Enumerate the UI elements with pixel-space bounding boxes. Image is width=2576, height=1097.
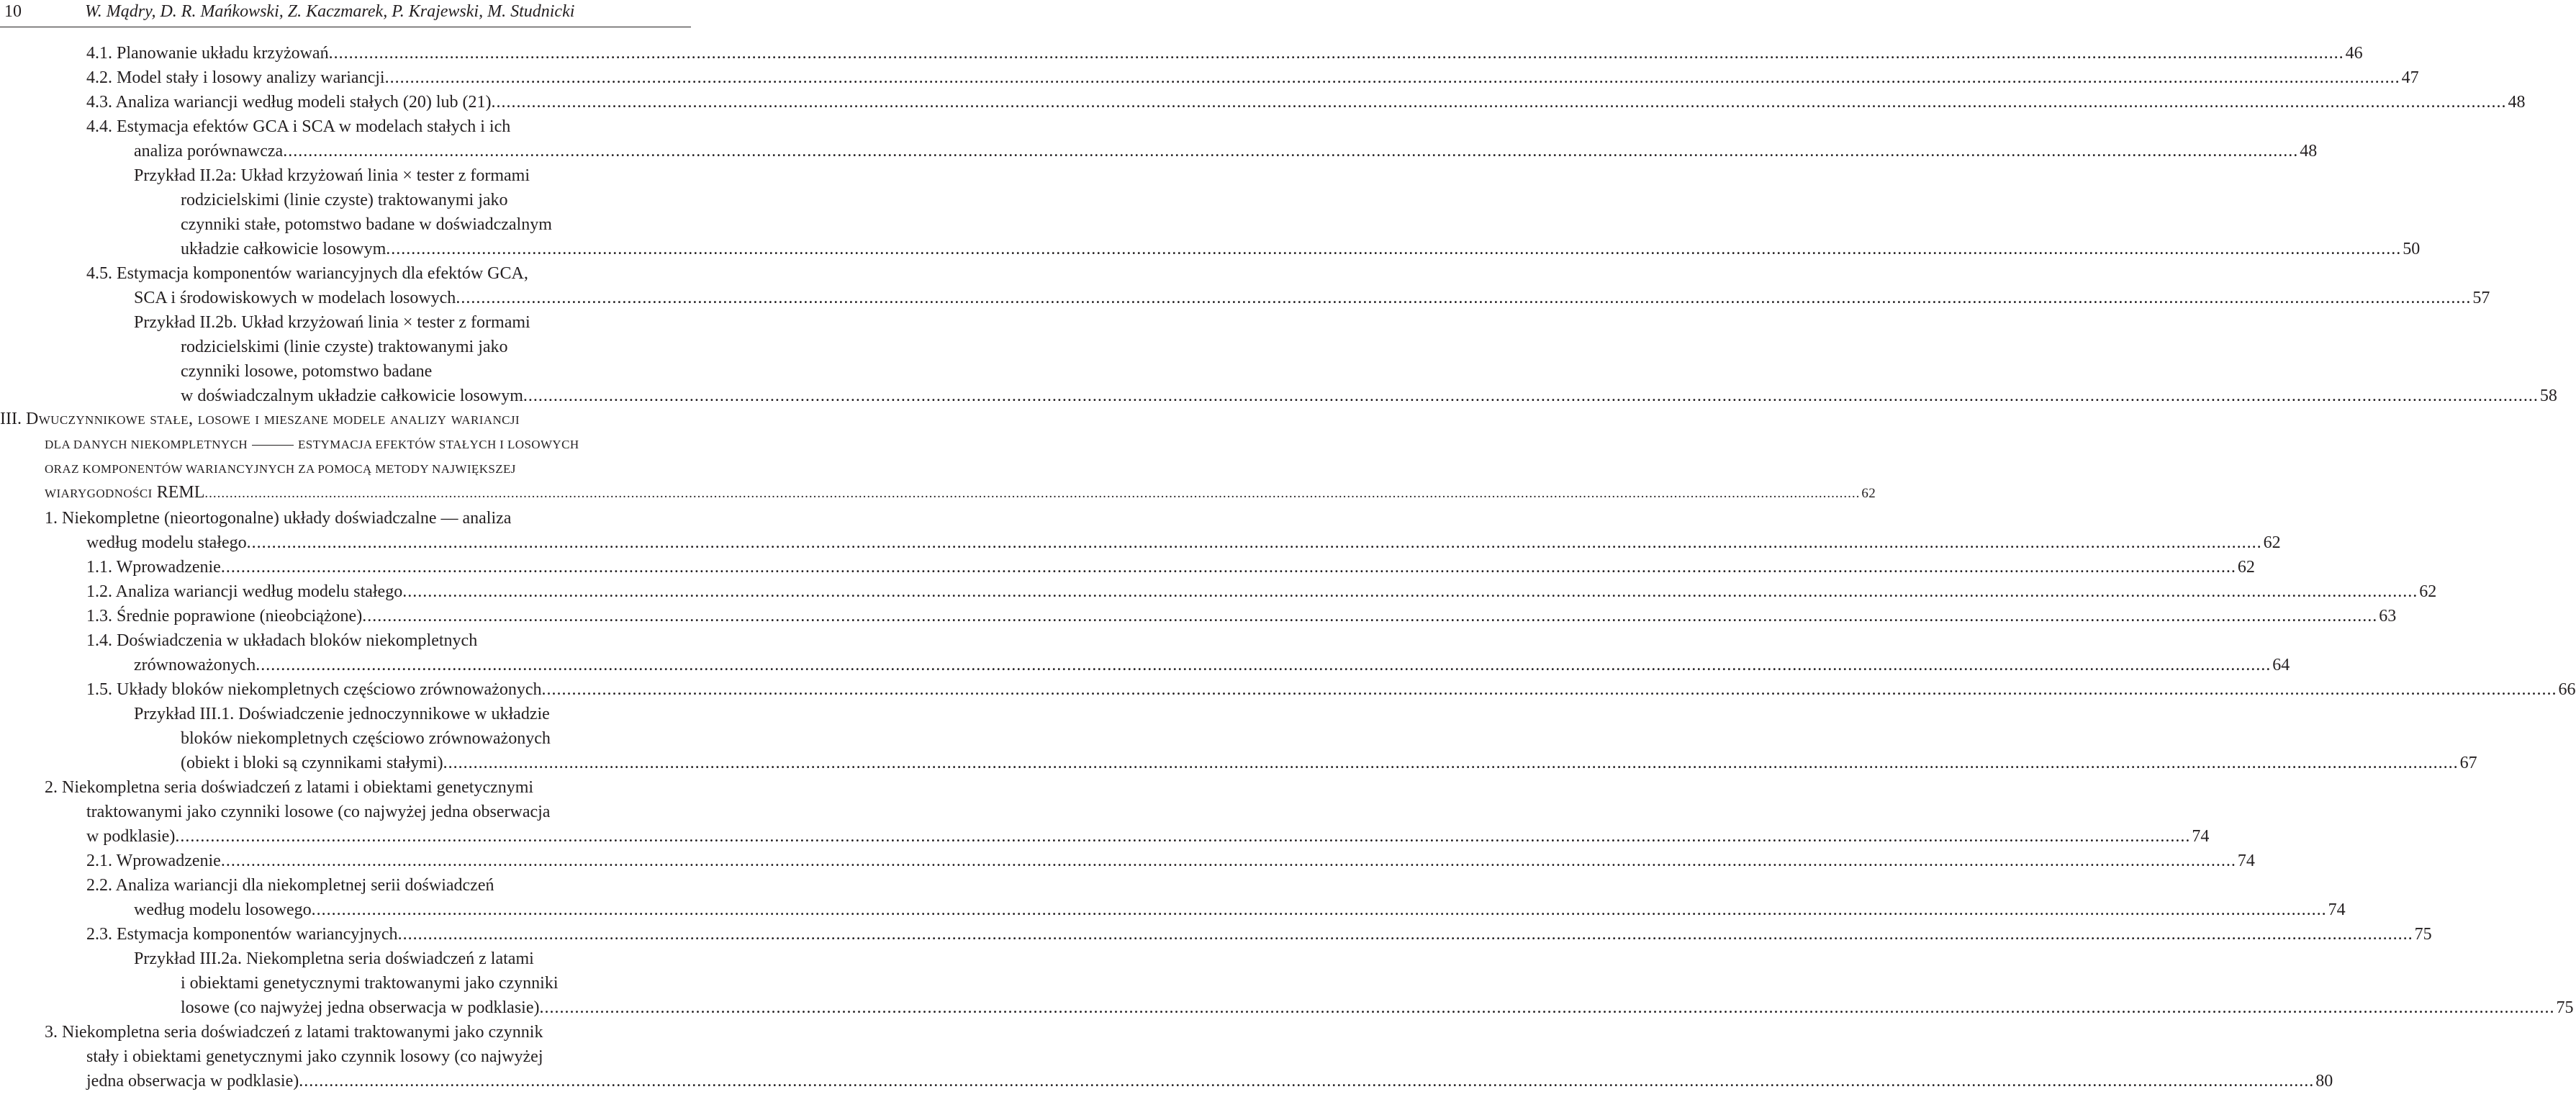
toc-line <box>0 212 691 237</box>
toc-text: Przykład III.2a. Niekompletna seria doświadczeń z latami <box>134 949 534 968</box>
toc-entry[interactable] <box>0 677 2576 702</box>
leader-dots: ................................................................................................................................................................................................................................................................................................................................................................................................................ <box>256 656 2272 674</box>
toc-text: zrównoważonych <box>134 656 256 674</box>
toc-text: 4.3. Analiza wariancji według modeli stałych (20) lub (21) <box>86 93 492 112</box>
toc-text: Przykład II.2b. Układ krzyżowań linia × tester z formami <box>134 313 530 332</box>
toc-line <box>0 1069 2333 1093</box>
leader-dots: ................................................................................................................................................................................................................................................................................................................................................................................................................ <box>220 852 2236 870</box>
chapter-title-part: ORAZ KOMPONENTÓW WARIANCYJNYCH ZA POMOCĄ METODY NAJWIĘKSZEJ <box>45 462 516 476</box>
leader-dots: ................................................................................................................................................................................................................................................................................................................................................................................................................ <box>204 486 1861 501</box>
toc-text: 2. Niekompletna seria doświadczeń z latami i obiektami genetycznymi <box>45 778 534 797</box>
toc-text: losowe (co najwyżej jedna obserwacja w podklasie) <box>181 998 540 1017</box>
chapter-title-part: Dwuczynnikowe stałe, losowe i mieszane modele analizy wariancji <box>25 410 520 428</box>
toc-text: czynniki losowe, potomstwo badane <box>181 362 433 381</box>
toc-line <box>0 947 691 971</box>
toc-line <box>0 114 691 139</box>
chapter-title-acronym: REML <box>152 483 205 502</box>
toc-line <box>0 90 2526 114</box>
leader-dots: ................................................................................................................................................................................................................................................................................................................................................................................................................ <box>443 754 2459 772</box>
toc-line <box>0 824 2210 849</box>
toc-line <box>0 1044 691 1069</box>
em-dash <box>252 445 294 446</box>
toc-entry[interactable] <box>0 163 2421 261</box>
toc-page-number: 62 <box>1861 486 1876 501</box>
toc-line <box>0 482 1876 506</box>
running-head: W. Mądry, D. R. Mańkowski, Z. Kaczmarek, P. Krajewski, M. Studnicki <box>85 2 575 21</box>
toc-text: traktowanymi jako czynniki losowe (co najwyżej jedna obserwacja <box>86 803 551 821</box>
leader-dots: ................................................................................................................................................................................................................................................................................................................................................................................................................ <box>246 533 2262 552</box>
toc-entry[interactable] <box>0 555 2255 579</box>
toc-page-number: 62 <box>2237 558 2255 577</box>
toc-entry[interactable] <box>0 628 2290 677</box>
toc-line <box>0 873 691 898</box>
leader-dots: ................................................................................................................................................................................................................................................................................................................................................................................................................ <box>175 827 2191 846</box>
toc-entry[interactable] <box>0 604 2397 628</box>
leader-dots: ................................................................................................................................................................................................................................................................................................................................................................................................................ <box>384 68 2400 87</box>
toc-text: 3. Niekompletna seria doświadczeń z latami traktowanymi jako czynnik <box>45 1023 543 1042</box>
toc-line <box>0 677 2576 702</box>
toc-line <box>0 188 691 212</box>
toc-line <box>0 971 691 996</box>
toc-line <box>0 163 691 188</box>
toc-text: 4.4. Estymacja efektów GCA i SCA w modelach stałych i ich <box>86 117 511 136</box>
chapter-title-part: ESTYMACJA EFEKTÓW STAŁYCH I LOSOWYCH <box>298 438 579 451</box>
page-number: 10 <box>4 2 22 21</box>
toc-text: analiza porównawcza <box>134 142 284 161</box>
toc-line <box>0 384 2557 408</box>
leader-dots: ................................................................................................................................................................................................................................................................................................................................................................................................................ <box>456 289 2472 307</box>
toc-page-number: 64 <box>2272 656 2290 674</box>
toc-page-number: 75 <box>2556 998 2574 1017</box>
leader-dots: ................................................................................................................................................................................................................................................................................................................................................................................................................ <box>523 387 2539 405</box>
toc-entry[interactable] <box>0 775 2210 849</box>
toc-line <box>0 310 691 335</box>
toc-page-number: 46 <box>2345 44 2363 63</box>
toc-text: 1. Niekompletne (nieortogonalne) układy doświadczalne — analiza <box>45 509 512 528</box>
toc-text: (obiekt i bloki są czynnikami stałymi) <box>181 754 443 772</box>
toc-text: 4.5. Estymacja komponentów wariancyjnych dla efektów GCA, <box>86 264 528 283</box>
toc-text: 4.1. Planowanie układu krzyżowań <box>86 44 329 63</box>
toc-page-number: 57 <box>2472 289 2490 307</box>
toc-text: rodzicielskimi (linie czyste) traktowanymi jako <box>181 191 508 209</box>
toc-text: układzie całkowicie losowym <box>181 240 387 258</box>
toc-line <box>0 457 691 482</box>
toc-text: rodzicielskimi (linie czyste) traktowanymi jako <box>181 338 508 356</box>
toc-line <box>0 506 691 531</box>
toc-page-number: 58 <box>2539 387 2557 405</box>
table-of-contents <box>0 41 2576 1093</box>
toc-line <box>0 653 2290 677</box>
toc-entry[interactable] <box>0 873 2346 922</box>
toc-page-number: 66 <box>2558 680 2576 699</box>
toc-text: i obiektami genetycznymi traktowanymi jako czynniki <box>181 974 559 993</box>
toc-entry[interactable] <box>0 579 2437 604</box>
leader-dots: ................................................................................................................................................................................................................................................................................................................................................................................................................ <box>220 558 2236 577</box>
toc-page-number: 48 <box>2300 142 2318 161</box>
toc-line <box>0 751 2477 775</box>
toc-line <box>0 996 2574 1020</box>
toc-text: jedna obserwacja w podklasie) <box>86 1072 299 1091</box>
toc-entry[interactable] <box>0 310 2557 408</box>
toc-entry[interactable] <box>0 702 2477 775</box>
toc-page-number: 63 <box>2379 607 2397 626</box>
toc-page-number: 50 <box>2403 240 2421 258</box>
toc-line <box>0 555 2255 579</box>
chapter-title-part: WIARYGODNOŚCI <box>45 487 153 500</box>
toc-text <box>45 457 516 482</box>
leader-dots: ................................................................................................................................................................................................................................................................................................................................................................................................................ <box>397 925 2413 944</box>
toc-entry[interactable] <box>0 66 2419 90</box>
toc-text: 1.4. Doświadczenia w układach bloków niekompletnych <box>86 631 478 650</box>
toc-chapter[interactable] <box>0 408 1876 506</box>
toc-text: Przykład II.2a: Układ krzyżowań linia × tester z formami <box>134 166 530 185</box>
toc-line <box>0 1020 691 1044</box>
toc-line <box>0 433 691 457</box>
toc-page-number: 47 <box>2401 68 2419 87</box>
toc-text: 2.2. Analiza wariancji dla niekompletnej serii doświadczeń <box>86 876 494 895</box>
toc-entry[interactable] <box>0 261 2490 310</box>
toc-line <box>0 604 2397 628</box>
chapter-title-part: DLA DANYCH NIEKOMPLETNYCH <box>45 438 248 451</box>
toc-page-number: 48 <box>2508 93 2526 112</box>
toc-text: 4.2. Model stały i losowy analizy wariancji <box>86 68 385 87</box>
toc-entry[interactable] <box>0 1020 2333 1093</box>
toc-line <box>0 800 691 824</box>
toc-text: 2.3. Estymacja komponentów wariancyjnych <box>86 925 398 944</box>
toc-text: 1.5. Układy bloków niekompletnych częściowo zrównoważonych <box>86 680 542 699</box>
toc-text: Przykład III.1. Doświadczenie jednoczynnikowe w układzie <box>134 705 550 723</box>
toc-text: SCA i środowiskowych w modelach losowych <box>134 289 456 307</box>
toc-page-number: 74 <box>2237 852 2255 870</box>
leader-dots: ................................................................................................................................................................................................................................................................................................................................................................................................................ <box>541 680 2557 699</box>
leader-dots: ................................................................................................................................................................................................................................................................................................................................................................................................................ <box>283 142 2299 161</box>
toc-text: stały i obiektami genetycznymi jako czynnik losowy (co najwyżej <box>86 1047 543 1066</box>
toc-text: 2.1. Wprowadzenie <box>86 852 221 870</box>
toc-text: bloków niekompletnych częściowo zrównoważonych <box>181 729 551 748</box>
toc-line <box>0 702 691 726</box>
toc-text: według modelu losowego <box>134 900 312 919</box>
toc-text: 1.3. Średnie poprawione (nieobciążone) <box>86 607 363 626</box>
leader-dots: ................................................................................................................................................................................................................................................................................................................................................................................................................ <box>386 240 2402 258</box>
toc-line <box>0 579 2437 604</box>
toc-text <box>45 480 204 506</box>
toc-text: czynniki stałe, potomstwo badane w doświadczalnym <box>181 215 552 234</box>
toc-text <box>0 407 520 433</box>
leader-dots: ................................................................................................................................................................................................................................................................................................................................................................................................................ <box>328 44 2344 63</box>
toc-entry[interactable] <box>0 114 2318 163</box>
toc-line <box>0 139 2318 163</box>
toc-line <box>0 922 2432 947</box>
toc-page-number: 67 <box>2459 754 2477 772</box>
toc-text: w doświadczalnym układzie całkowicie losowym <box>181 387 523 405</box>
toc-line <box>0 359 691 384</box>
toc-entry[interactable] <box>0 41 2363 66</box>
toc-entry[interactable] <box>0 506 2281 555</box>
toc-line <box>0 261 691 286</box>
toc-entry[interactable] <box>0 90 2526 114</box>
toc-entry[interactable] <box>0 849 2255 873</box>
page-header <box>0 0 691 23</box>
toc-line <box>0 775 691 800</box>
leader-dots: ................................................................................................................................................................................................................................................................................................................................................................................................................ <box>299 1072 2315 1091</box>
chapter-numeral: III. <box>0 410 26 428</box>
toc-line <box>0 898 2346 922</box>
leader-dots: ................................................................................................................................................................................................................................................................................................................................................................................................................ <box>311 900 2327 919</box>
toc-text <box>45 433 579 457</box>
toc-page-number: 62 <box>2419 582 2437 601</box>
toc-text: w podklasie) <box>86 827 176 846</box>
leader-dots: ................................................................................................................................................................................................................................................................................................................................................................................................................ <box>362 607 2378 626</box>
leader-dots: ................................................................................................................................................................................................................................................................................................................................................................................................................ <box>539 998 2555 1017</box>
toc-page-number: 74 <box>2328 900 2346 919</box>
toc-text: według modelu stałego <box>86 533 247 552</box>
toc-page-number: 80 <box>2315 1072 2333 1091</box>
toc-line <box>0 628 691 653</box>
toc-line <box>0 726 691 751</box>
toc-line <box>0 237 2421 261</box>
toc-entry[interactable] <box>0 922 2432 947</box>
leader-dots: ................................................................................................................................................................................................................................................................................................................................................................................................................ <box>402 582 2418 601</box>
toc-line <box>0 849 2255 873</box>
toc-line <box>0 286 2490 310</box>
toc-line <box>0 408 691 433</box>
toc-entry[interactable] <box>0 947 2574 1020</box>
toc-line <box>0 335 691 359</box>
toc-line <box>0 41 2363 66</box>
toc-text: 1.1. Wprowadzenie <box>86 558 221 577</box>
toc-line <box>0 531 2281 555</box>
toc-page-number: 75 <box>2414 925 2432 944</box>
toc-page-number: 62 <box>2263 533 2281 552</box>
toc-text: 1.2. Analiza wariancji według modelu stałego <box>86 582 403 601</box>
toc-line <box>0 66 2419 90</box>
toc-page-number: 74 <box>2192 827 2210 846</box>
leader-dots: ................................................................................................................................................................................................................................................................................................................................................................................................................ <box>491 93 2507 112</box>
